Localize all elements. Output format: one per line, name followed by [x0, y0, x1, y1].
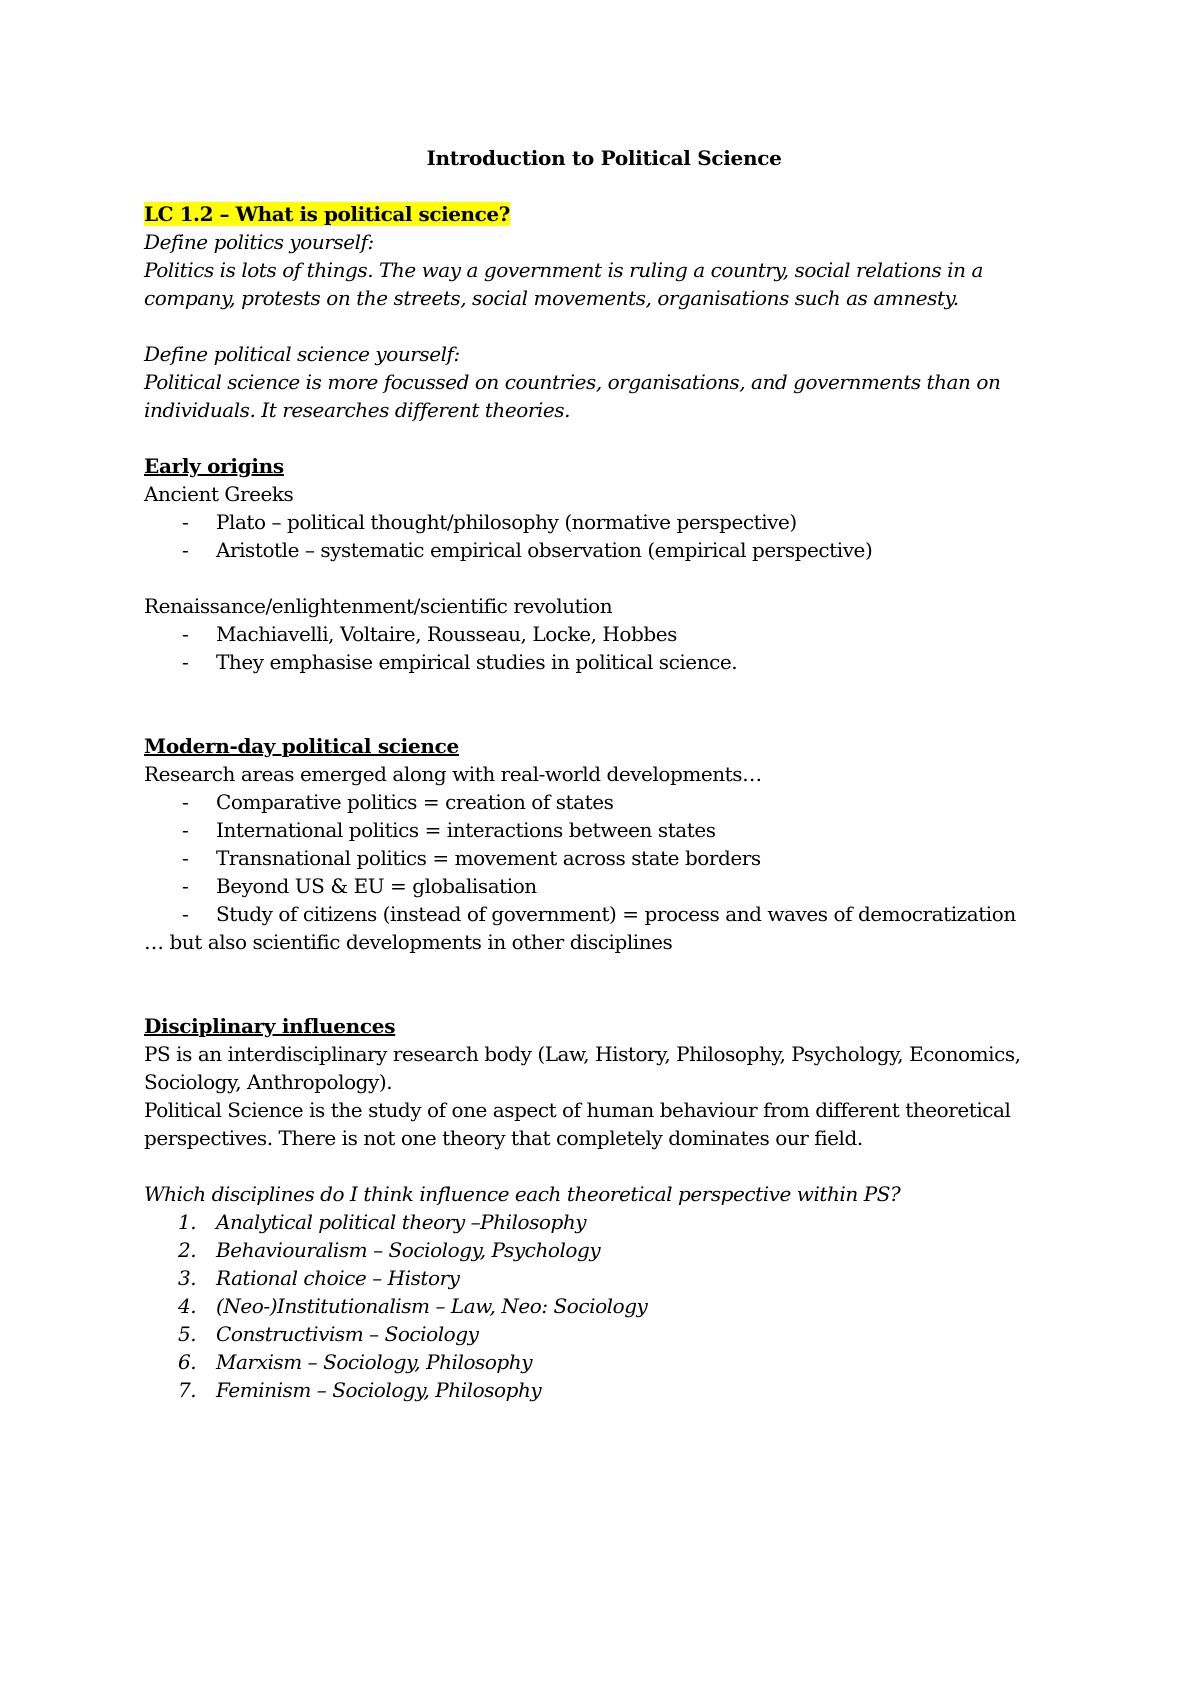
list-item: 2. Behaviouralism – Sociology, Psychology: [178, 1238, 601, 1262]
list-item: - Machiavelli, Voltaire, Rousseau, Locke, Hobbes: [182, 622, 677, 646]
modern-heading: Modern-day political science: [144, 734, 459, 758]
list-item: 6. Marxism – Sociology, Philosophy: [178, 1350, 533, 1374]
lc-heading-line: [144, 200, 1064, 228]
bullet-marker: -: [182, 790, 189, 814]
document-title: Introduction to Political Science: [426, 146, 782, 170]
disciplines-question: Which disciplines do I think influence each theoretical perspective within PS?: [144, 1182, 901, 1206]
list-number: 1.: [178, 1210, 197, 1234]
list-number: 2.: [178, 1238, 197, 1262]
bullet-marker: -: [182, 846, 189, 870]
list-item: 4. (Neo-)Institutionalism – Law, Neo: Sociology: [178, 1294, 648, 1318]
disciplinary-para-line-4: perspectives. There is not one theory that completely dominates our field.: [144, 1126, 863, 1150]
define-ps-answer-line-1: Political science is more focussed on countries, organisations, and governments than on: [144, 370, 1001, 394]
list-item: - International politics = interactions between states: [182, 818, 716, 842]
spacer: [144, 676, 1064, 732]
list-number: 6.: [178, 1350, 197, 1374]
list-number: 4.: [178, 1294, 197, 1318]
list-number: 3.: [178, 1266, 197, 1290]
bullet-marker: -: [182, 622, 189, 646]
list-item: - Study of citizens (instead of government) = process and waves of democratization: [182, 902, 1016, 926]
define-politics-prompt: Define politics yourself:: [144, 230, 374, 254]
list-item: - They emphasise empirical studies in political science.: [182, 650, 738, 674]
bullet-marker: -: [182, 874, 189, 898]
spacer: [144, 172, 1064, 200]
disciplinary-para-line-1: PS is an interdisciplinary research body (Law, History, Philosophy, Psychology, Economics,: [144, 1042, 1021, 1066]
disciplinary-para-line-2: Sociology, Anthropology).: [144, 1070, 393, 1094]
disciplinary-para-line-3: Political Science is the study of one aspect of human behaviour from different theoretical: [144, 1098, 1011, 1122]
modern-intro: Research areas emerged along with real-world developments…: [144, 762, 762, 786]
list-number: 5.: [178, 1322, 197, 1346]
bullet-marker: -: [182, 538, 189, 562]
lc-heading: LC 1.2 – What is political science?: [144, 202, 510, 226]
modern-list: [144, 788, 1064, 928]
early-origins-heading: Early origins: [144, 454, 284, 478]
ancient-greeks-list: [144, 508, 1064, 564]
list-item: - Transnational politics = movement across state borders: [182, 846, 761, 870]
define-politics-answer-line-1: Politics is lots of things. The way a government is ruling a country, social relations in a: [144, 258, 983, 282]
list-item: - Plato – political thought/philosophy (normative perspective): [182, 510, 797, 534]
spacer: [144, 956, 1064, 1012]
renaissance-label: Renaissance/enlightenment/scientific revolution: [144, 594, 613, 618]
bullet-marker: -: [182, 510, 189, 534]
list-item: 1. Analytical political theory –Philosophy: [178, 1210, 587, 1234]
spacer: [144, 424, 1064, 452]
list-item: - Beyond US & EU = globalisation: [182, 874, 537, 898]
bullet-marker: -: [182, 818, 189, 842]
list-item: - Comparative politics = creation of states: [182, 790, 614, 814]
spacer: [144, 564, 1064, 592]
list-item: 7. Feminism – Sociology, Philosophy: [178, 1378, 542, 1402]
renaissance-list: [144, 620, 1064, 676]
bullet-marker: -: [182, 650, 189, 674]
list-item: 3. Rational choice – History: [178, 1266, 460, 1290]
spacer: [144, 312, 1064, 340]
define-ps-prompt: Define political science yourself:: [144, 342, 460, 366]
list-number: 7.: [178, 1378, 197, 1402]
list-item: 5. Constructivism – Sociology: [178, 1322, 479, 1346]
perspectives-list: [144, 1208, 1064, 1404]
define-politics-answer-line-2: company, protests on the streets, social movements, organisations such as amnesty.: [144, 286, 959, 310]
document-body: [144, 144, 1064, 1404]
modern-outro: … but also scientific developments in other disciplines: [144, 930, 673, 954]
define-ps-answer-line-2: individuals. It researches different theories.: [144, 398, 570, 422]
ancient-greeks-label: Ancient Greeks: [144, 482, 294, 506]
spacer: [144, 1152, 1064, 1180]
bullet-marker: -: [182, 902, 189, 926]
disciplinary-heading: Disciplinary influences: [144, 1014, 396, 1038]
list-item: - Aristotle – systematic empirical observation (empirical perspective): [182, 538, 873, 562]
